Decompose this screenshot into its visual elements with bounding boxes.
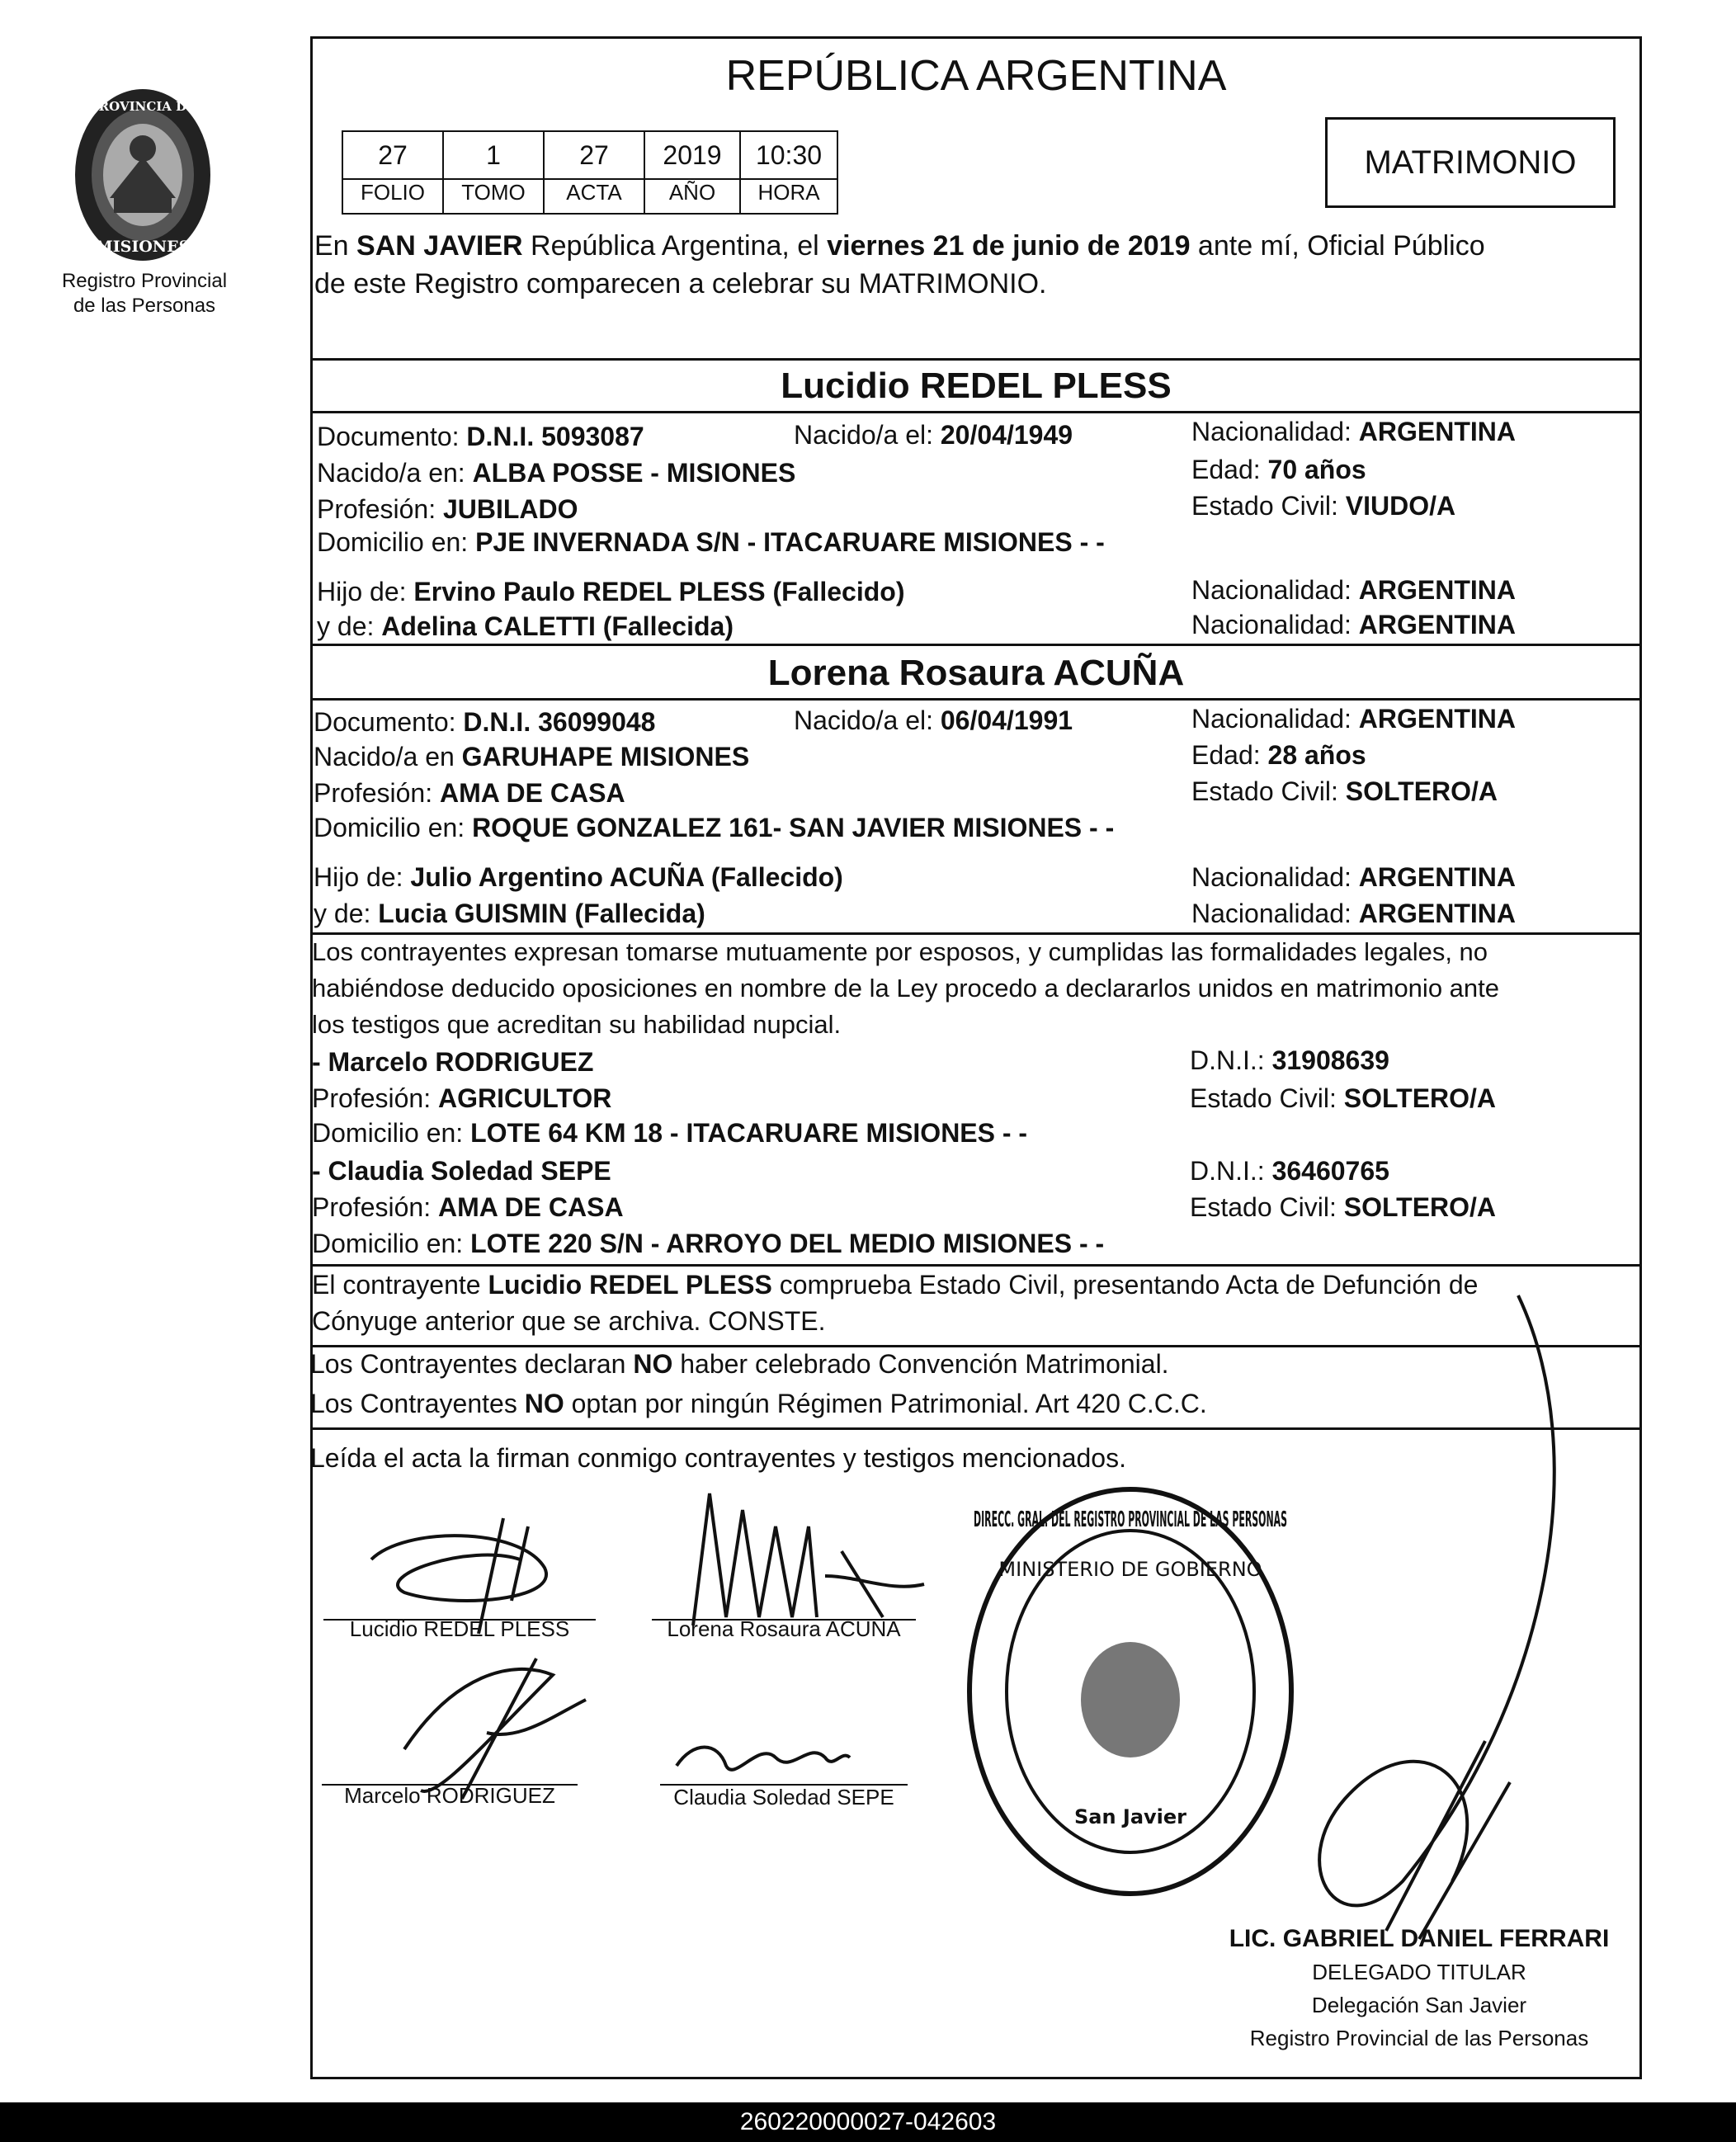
record-type-box <box>1325 117 1616 208</box>
spouse1-document <box>317 421 644 452</box>
note-text-b: comprueba Estado Civil, presentando Acta de Defunción de <box>771 1270 1479 1300</box>
spouse1-birthdate <box>794 419 1073 451</box>
label: Edad: <box>1191 455 1261 484</box>
spouse1-dni: D.N.I. 5093087 <box>466 422 644 451</box>
seal-text-bottom: MISIONES <box>95 238 191 256</box>
label: Profesión: <box>312 1083 432 1113</box>
cell-tomo <box>442 130 545 215</box>
registry-logo <box>64 83 221 272</box>
spouse1-age-value: 70 años <box>1267 455 1366 484</box>
spouse2-civil-status-value: SOLTERO/A <box>1345 776 1498 806</box>
logo-caption <box>41 269 248 318</box>
label: Profesión: <box>317 494 436 524</box>
witness1-address <box>312 1117 1027 1149</box>
spouse1-age <box>1191 454 1366 485</box>
divider <box>310 1264 1642 1267</box>
signature-label-4: Claudia Soledad SEPE <box>673 1785 894 1809</box>
cell-folio <box>342 130 444 215</box>
spouse2-birthdate-value: 06/04/1991 <box>940 705 1073 735</box>
label: Profesión: <box>312 1192 432 1222</box>
witness2-profession-value: AMA DE CASA <box>437 1192 624 1222</box>
label: Estado Civil: <box>1190 1192 1337 1222</box>
spouse1-mother <box>317 611 734 642</box>
label: Domicilio en: <box>312 1229 464 1258</box>
convention-line1 <box>310 1348 1169 1380</box>
spouse1-father <box>317 576 904 607</box>
logo-caption-line1: Registro Provincial <box>61 270 228 292</box>
record-type: MATRIMONIO <box>1364 144 1577 181</box>
intro-line1 <box>314 229 1485 262</box>
label: Profesión: <box>314 778 433 808</box>
label: Nacionalidad: <box>1191 610 1352 639</box>
label: Hijo de: <box>314 862 403 892</box>
anio-label: AÑO <box>668 180 716 205</box>
declaration <box>312 934 1499 1043</box>
value: ARGENTINA <box>1358 575 1517 605</box>
label: Nacionalidad: <box>1191 417 1352 446</box>
spouse2-name: Lorena Rosaura ACUÑA <box>767 653 1185 693</box>
label: Edad: <box>1191 740 1261 770</box>
cell-anio <box>644 130 741 215</box>
label: Hijo de: <box>317 577 407 606</box>
label: Nacido/a en <box>314 742 455 771</box>
document-code-bar <box>0 2102 1736 2142</box>
witness1-dni <box>1190 1045 1389 1076</box>
spouse2-profession <box>314 777 625 809</box>
spouse2-mother-value: Lucia GUISMIN (Fallecida) <box>378 899 705 928</box>
spouse2-age-value: 28 años <box>1267 740 1366 770</box>
spouse2-birthplace <box>314 741 749 772</box>
witness2-civil-status-value: SOLTERO/A <box>1343 1192 1497 1222</box>
label: Documento: <box>314 707 456 737</box>
label: Domicilio en: <box>312 1118 464 1148</box>
intro-text-c: ante mí, Oficial Público <box>1190 230 1485 262</box>
divider <box>310 698 1642 701</box>
official-block <box>1213 1923 1625 2055</box>
note-name: Lucidio REDEL PLESS <box>488 1270 772 1300</box>
witness2-name: - Claudia Soledad SEPE <box>312 1156 611 1186</box>
spouse2-birthdate <box>794 705 1073 736</box>
spouse1-name: Lucidio REDEL PLESS <box>781 366 1172 406</box>
label: Nacido/a en: <box>317 458 465 488</box>
witness1-dni-value: 31908639 <box>1271 1045 1389 1075</box>
witness1-profession <box>312 1083 611 1114</box>
spouse2-mother-nationality <box>1191 898 1516 929</box>
spouse2-nationality <box>1191 703 1516 734</box>
spouse2-father-nationality <box>1191 861 1516 893</box>
official-org: Registro Provincial de las Personas <box>1249 2026 1589 2050</box>
text: Los Contrayentes declaran <box>310 1349 634 1379</box>
document-code: 260220000027-042603 <box>739 2108 997 2135</box>
spouse1-mother-value: Adelina CALETTI (Fallecida) <box>381 611 734 641</box>
label: Domicilio en: <box>314 813 465 842</box>
signature-scribble <box>677 1477 941 1638</box>
label: Nacionalidad: <box>1191 899 1352 928</box>
label: y de: <box>317 611 375 641</box>
note-line2: Cónyuge anterior que se archiva. CONSTE. <box>312 1306 826 1336</box>
spouse2-address-value: ROQUE GONZALEZ 161- SAN JAVIER MISIONES - - <box>472 813 1115 842</box>
closing-statement: Leída el acta la firman conmigo contrayentes y testigos mencionados. <box>310 1443 1126 1473</box>
tomo-value: 1 <box>444 132 543 180</box>
intro-line2: de este Registro comparecen a celebrar su MATRIMONIO. <box>314 268 1047 300</box>
declaration-line2: habiéndose deducido oposiciones en nombre de la Ley procedo a declararlos unidos en matrimonio ante <box>312 974 1500 1003</box>
witness2-dni <box>1190 1155 1389 1187</box>
text: haber celebrado Convención Matrimonial. <box>672 1349 1169 1379</box>
label: Domicilio en: <box>317 527 469 557</box>
text: optan por ningún Régimen Patrimonial. Art 420 C.C.C. <box>564 1389 1207 1418</box>
witness1-name: - Marcelo RODRIGUEZ <box>312 1047 594 1077</box>
declaration-line3: los testigos que acreditan su habilidad nupcial. <box>312 1010 842 1039</box>
spouse1-civil-status <box>1191 490 1455 521</box>
declaration-line1: Los contrayentes expresan tomarse mutuamente por esposos, y cumplidas las formalidades legales, no <box>312 937 1488 966</box>
spouse1-father-value: Ervino Paulo REDEL PLESS (Fallecido) <box>413 577 905 606</box>
official-title: DELEGADO TITULAR <box>1312 1960 1526 1984</box>
divider <box>310 644 1642 646</box>
label: D.N.I.: <box>1190 1156 1265 1186</box>
label: Nacido/a el: <box>794 705 933 735</box>
label: Nacionalidad: <box>1191 575 1352 605</box>
acta-label: ACTA <box>566 180 622 205</box>
spouse2-father <box>314 861 843 893</box>
label: Nacionalidad: <box>1191 862 1352 892</box>
witness2-civil-status <box>1190 1191 1496 1223</box>
signature-label-2: Lorena Rosaura ACUNA <box>667 1616 901 1641</box>
signature-label-1: Lucidio REDEL PLESS <box>349 1616 570 1641</box>
intro-date: viernes 21 de junio de 2019 <box>827 230 1191 262</box>
emphasis: NO <box>633 1349 673 1379</box>
official-office: Delegación San Javier <box>1311 1993 1527 2017</box>
spouse2-dni: D.N.I. 36099048 <box>463 707 656 737</box>
spouse1-address <box>317 526 1105 558</box>
logo-caption-line2: de las Personas <box>73 295 216 317</box>
note-text-a: El contrayente <box>312 1270 488 1300</box>
spouse2-address <box>314 812 1114 843</box>
spouse1-nationality <box>1191 416 1516 447</box>
stamp-place: San Javier <box>1073 1805 1187 1828</box>
text: Los Contrayentes <box>310 1389 525 1418</box>
witness1-address-value: LOTE 64 KM 18 - ITACARUARE MISIONES - - <box>470 1118 1028 1148</box>
folio-value: 27 <box>343 132 442 180</box>
spouse1-birthplace <box>317 457 795 488</box>
tomo-label: TOMO <box>461 180 526 205</box>
cell-hora <box>739 130 838 215</box>
witness1-civil-status-value: SOLTERO/A <box>1343 1083 1497 1113</box>
divider <box>310 358 1642 361</box>
value: ARGENTINA <box>1358 899 1517 928</box>
spouse2-civil-status <box>1191 776 1498 807</box>
spouse1-profession-value: JUBILADO <box>442 494 578 524</box>
official-name: LIC. GABRIEL DANIEL FERRARI <box>1229 1925 1610 1952</box>
spouse2-father-value: Julio Argentino ACUÑA (Fallecido) <box>410 862 843 892</box>
folio-label: FOLIO <box>360 180 425 205</box>
intro-place: SAN JAVIER <box>356 230 523 262</box>
emphasis: NO <box>524 1389 564 1418</box>
spouse1-birthplace-value: ALBA POSSE - MISIONES <box>472 458 796 488</box>
hora-label: HORA <box>757 180 820 205</box>
witness1-civil-status <box>1190 1083 1496 1114</box>
acta-value: 27 <box>545 132 644 180</box>
label: y de: <box>314 899 371 928</box>
witness2-profession <box>312 1191 624 1223</box>
stamp-outer-text: DIRECC. GRAL. DEL REGISTRO PROVINCIAL DE LAS PERSONAS <box>974 1507 1287 1532</box>
label: Nacionalidad: <box>1191 704 1352 734</box>
province-seal-icon <box>64 83 221 272</box>
signature-label-3: Marcelo RODRIGUEZ <box>344 1783 555 1808</box>
label: D.N.I.: <box>1190 1045 1265 1075</box>
cell-acta <box>543 130 645 215</box>
label: Nacido/a el: <box>794 420 933 450</box>
hora-value: 10:30 <box>741 132 837 180</box>
spouse1-mother-nationality <box>1191 609 1516 640</box>
signature-scribble <box>1238 1287 1609 1968</box>
witness2-dni-value: 36460765 <box>1271 1156 1389 1186</box>
witness2-address-value: LOTE 220 S/N - ARROYO DEL MEDIO MISIONES - - <box>470 1229 1105 1258</box>
witness2-address <box>312 1228 1104 1259</box>
spouse1-father-nationality <box>1191 574 1516 606</box>
intro-text-a: En <box>314 230 357 262</box>
spouse2-document <box>314 706 655 738</box>
seal-text-top: PROVINCIA DE <box>89 99 196 114</box>
spouse1-address-value: PJE INVERNADA S/N - ITACARUARE MISIONES - - <box>475 527 1105 557</box>
spouse2-nationality-value: ARGENTINA <box>1358 704 1517 734</box>
spouse1-profession <box>317 493 578 525</box>
stamp-inner-text: MINISTERIO DE GOBIERNO <box>998 1558 1262 1581</box>
divider <box>310 411 1642 413</box>
label: Estado Civil: <box>1191 491 1338 521</box>
spouse2-profession-value: AMA DE CASA <box>439 778 625 808</box>
anio-value: 2019 <box>645 132 739 180</box>
label: Estado Civil: <box>1191 776 1338 806</box>
intro-text-b: República Argentina, el <box>522 230 828 262</box>
label: Documento: <box>317 422 460 451</box>
convention-line2 <box>310 1388 1207 1419</box>
value: ARGENTINA <box>1358 862 1517 892</box>
spouse2-age <box>1191 739 1366 771</box>
spouse2-mother <box>314 898 705 929</box>
value: ARGENTINA <box>1358 610 1517 639</box>
spouse1-nationality-value: ARGENTINA <box>1358 417 1517 446</box>
spouse2-birthplace-value: GARUHAPE MISIONES <box>461 742 750 771</box>
witness1-profession-value: AGRICULTOR <box>437 1083 612 1113</box>
spouse1-birthdate-value: 20/04/1949 <box>940 420 1073 450</box>
label: Estado Civil: <box>1190 1083 1337 1113</box>
document-title: REPÚBLICA ARGENTINA <box>725 52 1227 100</box>
spouse1-civil-status-value: VIUDO/A <box>1345 491 1456 521</box>
